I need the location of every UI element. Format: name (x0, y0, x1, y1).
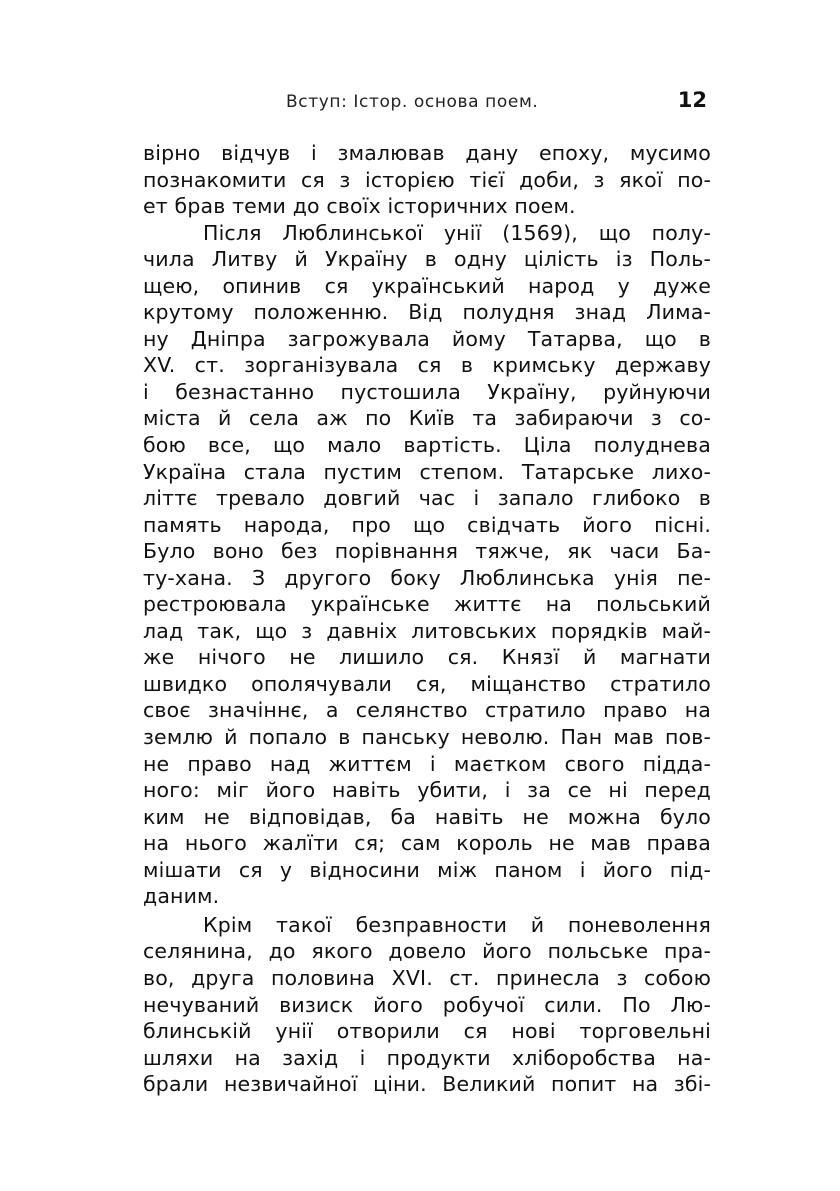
text-line: бою все, що мало вартість. Ціла полуднева (143, 433, 711, 458)
text-line: познакомити ся з історією тієї доби, з якої по- (143, 167, 711, 192)
text-line: лад так, що з давніх литовських порядків май- (143, 618, 711, 643)
page-number: 12 (677, 88, 707, 112)
text-line: і безнастанно пустошила Україну, руйнуючи (143, 379, 711, 404)
running-title: Вступ: Істор. основа поем. (286, 92, 539, 112)
paragraph-first-line: Після Люблинської унії (1569), що полу- (203, 220, 711, 245)
text-line: даним. (143, 884, 220, 909)
text-line: щею, опинив ся український народ у дуже (143, 273, 711, 298)
text-line: же нічого не лишило ся. Князї й магнати (143, 645, 711, 670)
text-line: рестроювала українське життє на польський (143, 592, 711, 617)
text-line: селянина, до якого довело його польське пра- (143, 939, 711, 964)
text-line: XV. ст. зорганізувала ся в кримську державу (143, 353, 711, 378)
text-line: землю й попало в панську неволю. Пан мав пов- (143, 725, 711, 750)
text-line: Було воно без порівнання тяжче, як часи Ба- (143, 539, 711, 564)
text-line: літтє тревало довгий час і запало глибоко в (143, 486, 711, 511)
text-line: во, друга половина XVI. ст. принесла з собою (143, 965, 711, 990)
text-line: нечуваний визиск його робучої сили. По Лю- (143, 992, 711, 1017)
body-text (143, 140, 711, 1098)
text-line: міста й села аж по Київ та забираючи з со- (143, 406, 711, 431)
paragraph-first-line: Крім такої безправности й поневолення (203, 912, 711, 937)
text-line: швидко ополячували ся, міщанство стратило (143, 671, 711, 696)
text-line: чила Литву й Україну в одну цілість із Поль- (143, 247, 711, 272)
text-line: Україна стала пустим степом. Татарське лихо- (143, 459, 711, 484)
text-line: шляхи на захід і продукти хліборобства на- (143, 1045, 711, 1070)
text-line: вірно відчув і змалював дану епоху, мусимо (143, 141, 711, 165)
text-line: память народа, про що свідчать його пісні. (143, 512, 711, 537)
text-line: брали незвичайної ціни. Великий попит на збі- (143, 1072, 711, 1097)
text-line: ет брав теми до своїх історичних поем. (143, 194, 576, 219)
text-line: ного: міг його навіть убити, і за се ні перед (143, 778, 711, 803)
text-line: ким не відповідав, ба навіть не можна було (143, 804, 711, 829)
text-line: ну Дніпра загрожувала йому Татарва, що в (143, 326, 711, 351)
text-line: своє значіннє, а селянство стратило право на (143, 698, 711, 723)
running-head (140, 88, 715, 118)
text-line: мішати ся у відносини між паном і його під- (143, 857, 711, 882)
text-line: ту-хана. З другого боку Люблинська унія пе- (143, 565, 711, 590)
text-line: на нього жалїти ся; сам король не мав права (143, 831, 711, 856)
text-line: крутому положенню. Від полудня знад Лима- (143, 300, 711, 325)
text-line: не право над життєм і маєтком свого підда- (143, 751, 711, 776)
text-line: блинській унії отворили ся нові торговельні (143, 1019, 711, 1044)
